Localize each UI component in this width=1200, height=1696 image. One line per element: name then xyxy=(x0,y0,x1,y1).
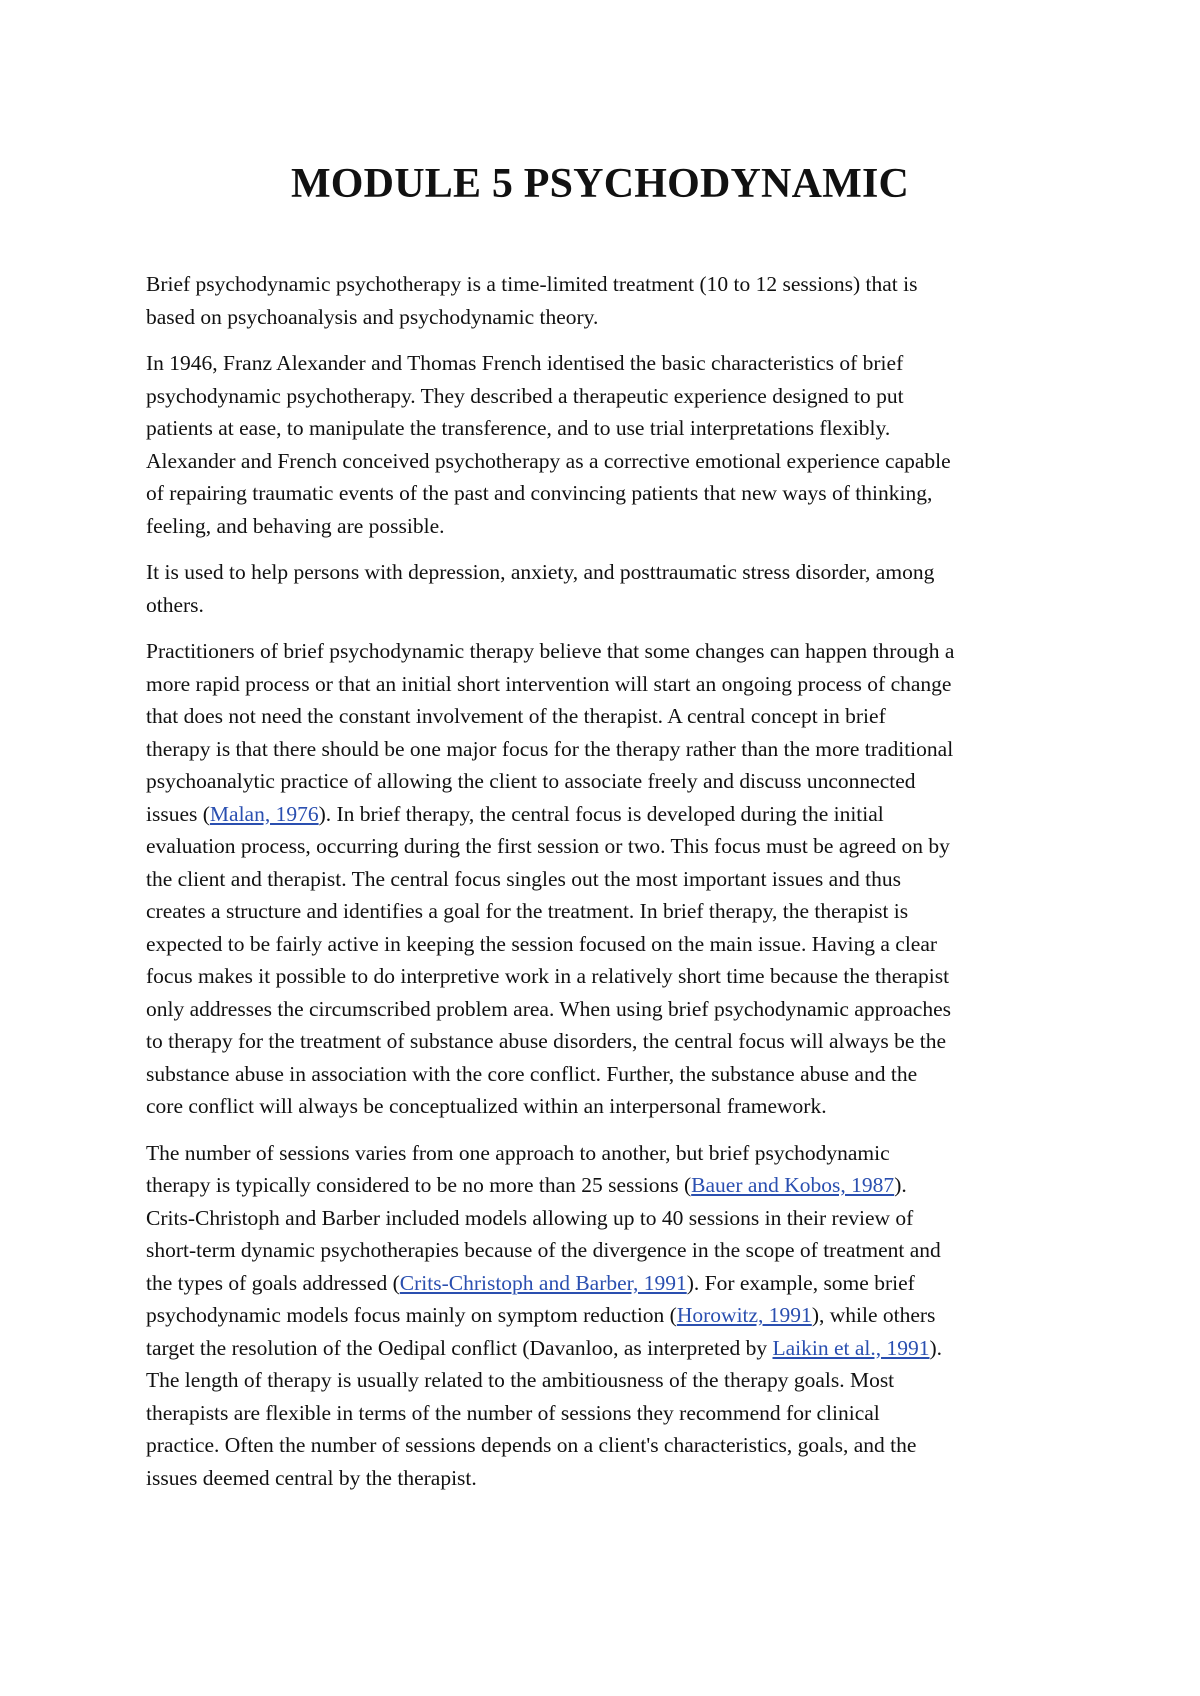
text-run: psychodynamic models focus mainly on symptom reduction ( xyxy=(146,1303,677,1327)
text-run: ). In brief therapy, the central focus is developed during the initial xyxy=(318,801,884,826)
text-run: The number of sessions varies from one approach to another, but brief psychodynamic xyxy=(146,1140,890,1165)
text-run: that does not need the constant involvement of the therapist. A central concept in brief xyxy=(146,704,886,728)
text-line xyxy=(146,1169,1066,1202)
citation-link[interactable]: Malan, 1976 xyxy=(209,801,319,826)
document-title: MODULE 5 PSYCHODYNAMIC xyxy=(290,161,910,207)
text-run: It is used to help persons with depression, anxiety, and posttraumatic stress disorder, among xyxy=(146,560,935,584)
text-line xyxy=(146,668,1066,701)
text-line xyxy=(146,412,1066,445)
text-run: to therapy for the treatment of substance abuse disorders, the central focus will always be the xyxy=(146,1029,947,1053)
text-run: issues deemed central by the therapist. xyxy=(146,1465,477,1490)
text-line xyxy=(146,993,1066,1026)
text-line xyxy=(146,477,1066,510)
paragraph xyxy=(146,1137,1066,1495)
text-run: In 1946, Franz Alexander and Thomas French identised the basic characteristics of brief xyxy=(146,351,904,375)
text-line xyxy=(146,1058,1066,1091)
text-run: Crits-Christoph and Barber included models allowing up to 40 sessions in their review of xyxy=(146,1205,914,1230)
text-line xyxy=(146,1364,1066,1397)
text-line xyxy=(146,1332,1066,1365)
text-run: the client and therapist. The central focus singles out the most important issues and thus xyxy=(146,866,901,891)
text-run: ), while others xyxy=(811,1303,936,1327)
text-line xyxy=(146,301,1066,334)
text-line xyxy=(146,765,1066,798)
text-line xyxy=(146,445,1066,478)
paragraph xyxy=(146,635,1066,1123)
document-body xyxy=(146,268,1066,1508)
text-run: expected to be fairly active in keeping the session focused on the main issue. Having a clear xyxy=(146,931,938,956)
text-run: feeling, and behaving are possible. xyxy=(146,513,445,538)
text-line xyxy=(146,1090,1066,1123)
text-line xyxy=(146,733,1066,766)
paragraph xyxy=(146,347,1066,542)
text-line xyxy=(146,798,1066,831)
text-run: Practitioners of brief psychodynamic therapy believe that some changes can happen through a xyxy=(146,639,955,663)
text-run: creates a structure and identifies a goal for the treatment. In brief therapy, the therapist is xyxy=(146,899,909,923)
text-run: only addresses the circumscribed problem area. When using brief psychodynamic approaches xyxy=(146,996,951,1021)
text-line xyxy=(146,510,1066,543)
text-run: based on psychoanalysis and psychodynamic theory. xyxy=(146,304,599,329)
text-run: The length of therapy is usually related to the ambitiousness of the therapy goals. Most xyxy=(146,1368,895,1392)
text-run: patients at ease, to manipulate the transference, and to use trial interpretations flexibly. xyxy=(146,416,891,440)
text-line xyxy=(146,700,1066,733)
text-line xyxy=(146,863,1066,896)
text-run: psychodynamic psychotherapy. They described a therapeutic experience designed to put xyxy=(146,383,904,408)
paragraph xyxy=(146,268,1066,333)
text-line xyxy=(146,830,1066,863)
text-run: Brief psychodynamic psychotherapy is a time-limited treatment (10 to 12 sessions) that is xyxy=(146,272,918,296)
text-run: substance abuse in association with the core conflict. Further, the substance abuse and the xyxy=(146,1061,918,1086)
text-line xyxy=(146,1137,1066,1170)
text-run: practice. Often the number of sessions depends on a client's characteristics, goals, and the xyxy=(146,1433,917,1457)
text-run: ). xyxy=(929,1335,943,1360)
text-line xyxy=(146,1299,1066,1332)
text-run: Alexander and French conceived psychotherapy as a corrective emotional experience capable xyxy=(146,448,951,473)
citation-link[interactable]: Horowitz, 1991 xyxy=(676,1303,812,1327)
citation-link[interactable]: Laikin et al., 1991 xyxy=(772,1335,930,1360)
text-line xyxy=(146,635,1066,668)
text-run: core conflict will always be conceptualized within an interpersonal framework. xyxy=(146,1094,827,1118)
text-run: the types of goals addressed ( xyxy=(146,1270,400,1295)
text-line xyxy=(146,960,1066,993)
text-line xyxy=(146,1025,1066,1058)
text-line xyxy=(146,1429,1066,1462)
text-line xyxy=(146,1202,1066,1235)
text-line xyxy=(146,347,1066,380)
text-run: therapists are flexible in terms of the number of sessions they recommend for clinical xyxy=(146,1400,880,1425)
text-run: psychoanalytic practice of allowing the client to associate freely and discuss unconnected xyxy=(146,769,916,793)
paragraph xyxy=(146,556,1066,621)
text-run: others. xyxy=(146,592,204,617)
text-line xyxy=(146,268,1066,301)
text-run: more rapid process or that an initial short intervention will start an ongoing process of change xyxy=(146,671,952,696)
text-run: evaluation process, occurring during the first session or two. This focus must be agreed on by xyxy=(146,834,950,858)
text-run: of repairing traumatic events of the past and convincing patients that new ways of thinking, xyxy=(146,481,933,505)
text-run: short-term dynamic psychotherapies because of the divergence in the scope of treatment and xyxy=(146,1238,941,1262)
text-line xyxy=(146,1462,1066,1495)
text-run: therapy is that there should be one major focus for the therapy rather than the more traditional xyxy=(146,736,954,761)
text-line xyxy=(146,895,1066,928)
text-line xyxy=(146,556,1066,589)
text-run: focus makes it possible to do interpretive work in a relatively short time because the therapist xyxy=(146,964,950,988)
text-line xyxy=(146,589,1066,622)
text-run: target the resolution of the Oedipal conflict (Davanloo, as interpreted by xyxy=(146,1335,773,1360)
text-run: ). For example, some brief xyxy=(686,1270,915,1295)
text-run: issues ( xyxy=(146,801,210,826)
citation-link[interactable]: Bauer and Kobos, 1987 xyxy=(691,1173,895,1197)
text-line xyxy=(146,1234,1066,1267)
text-run: ). xyxy=(894,1173,907,1197)
text-line xyxy=(146,1267,1066,1300)
text-line xyxy=(146,1397,1066,1430)
text-run: therapy is typically considered to be no more than 25 sessions ( xyxy=(146,1173,692,1197)
text-line xyxy=(146,380,1066,413)
citation-link[interactable]: Crits-Christoph and Barber, 1991 xyxy=(399,1270,687,1295)
text-line xyxy=(146,928,1066,961)
